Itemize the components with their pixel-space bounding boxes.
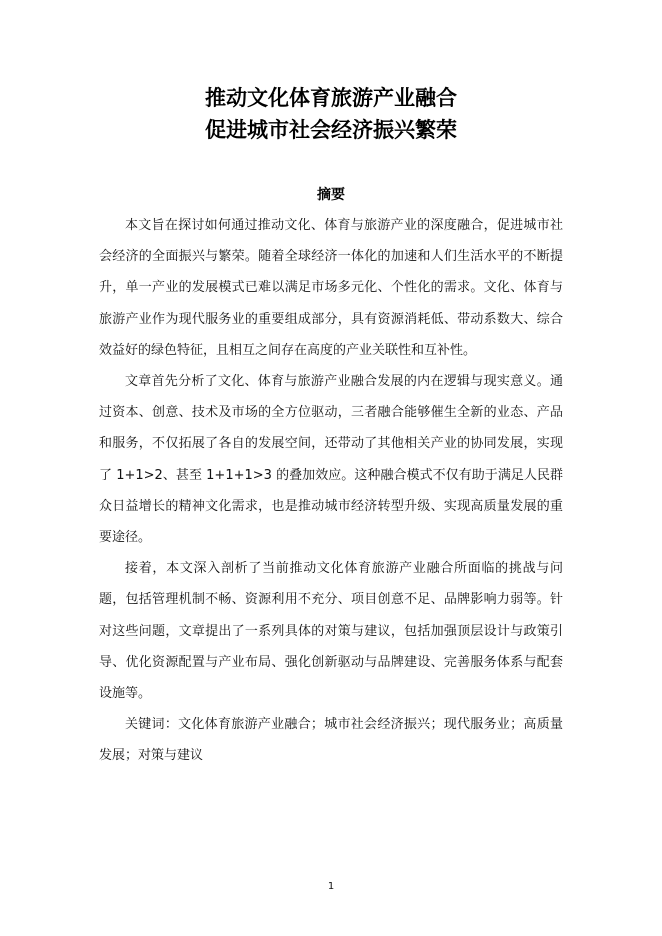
page-number: 1 [327,881,335,892]
abstract-body [99,210,563,772]
abstract-paragraph-2: 文章首先分析了文化、体育与旅游产业融合发展的内在逻辑与现实意义。通过资本、创意、技术及市场的全方位驱动，三者融合能够催生全新的业态、产品和服务，不仅拓展了各自的发展空间，还带动了其他相关产业的协同发展，实现了 1+1>2、甚至 1+1+1>3 的叠加效应。这种融合模式不仅有助于满足人民群众日益增长的精神文化需求，也是推动城市经济转型升级、实现高质量发展的重要途径。 [99,374,563,546]
abstract-paragraph-3: 接着，本文深入剖析了当前推动文化体育旅游产业融合所面临的挑战与问题，包括管理机制不畅、资源利用不充分、项目创意不足、品牌影响力弱等。针对这些问题，文章提出了一系列具体的对策与建议，包括加强顶层设计与政策引导、优化资源配置与产业布局、强化创新驱动与品牌建设、完善服务体系与配套设施等。 [99,561,563,702]
abstract-paragraph-1: 本文旨在探讨如何通过推动文化、体育与旅游产业的深度融合，促进城市社会经济的全面振兴与繁荣。随着全球经济一体化的加速和人们生活水平的不断提升，单一产业的发展模式已难以满足市场多元化、个性化的需求。文化、体育与旅游产业作为现代服务业的重要组成部分，具有资源消耗低、带动系数大、综合效益好的绿色特征，且相互之间存在高度的产业关联性和互补性。 [99,218,563,358]
abstract-heading: 摘要 [317,187,345,203]
title-line-1: 推动文化体育旅游产业融合 [205,86,457,110]
keywords-paragraph: 关键词：文化体育旅游产业融合；城市社会经济振兴；现代服务业；高质量发展；对策与建议 [99,717,563,764]
document-title [0,82,662,146]
title-line-2: 促进城市社会经济振兴繁荣 [205,118,457,142]
